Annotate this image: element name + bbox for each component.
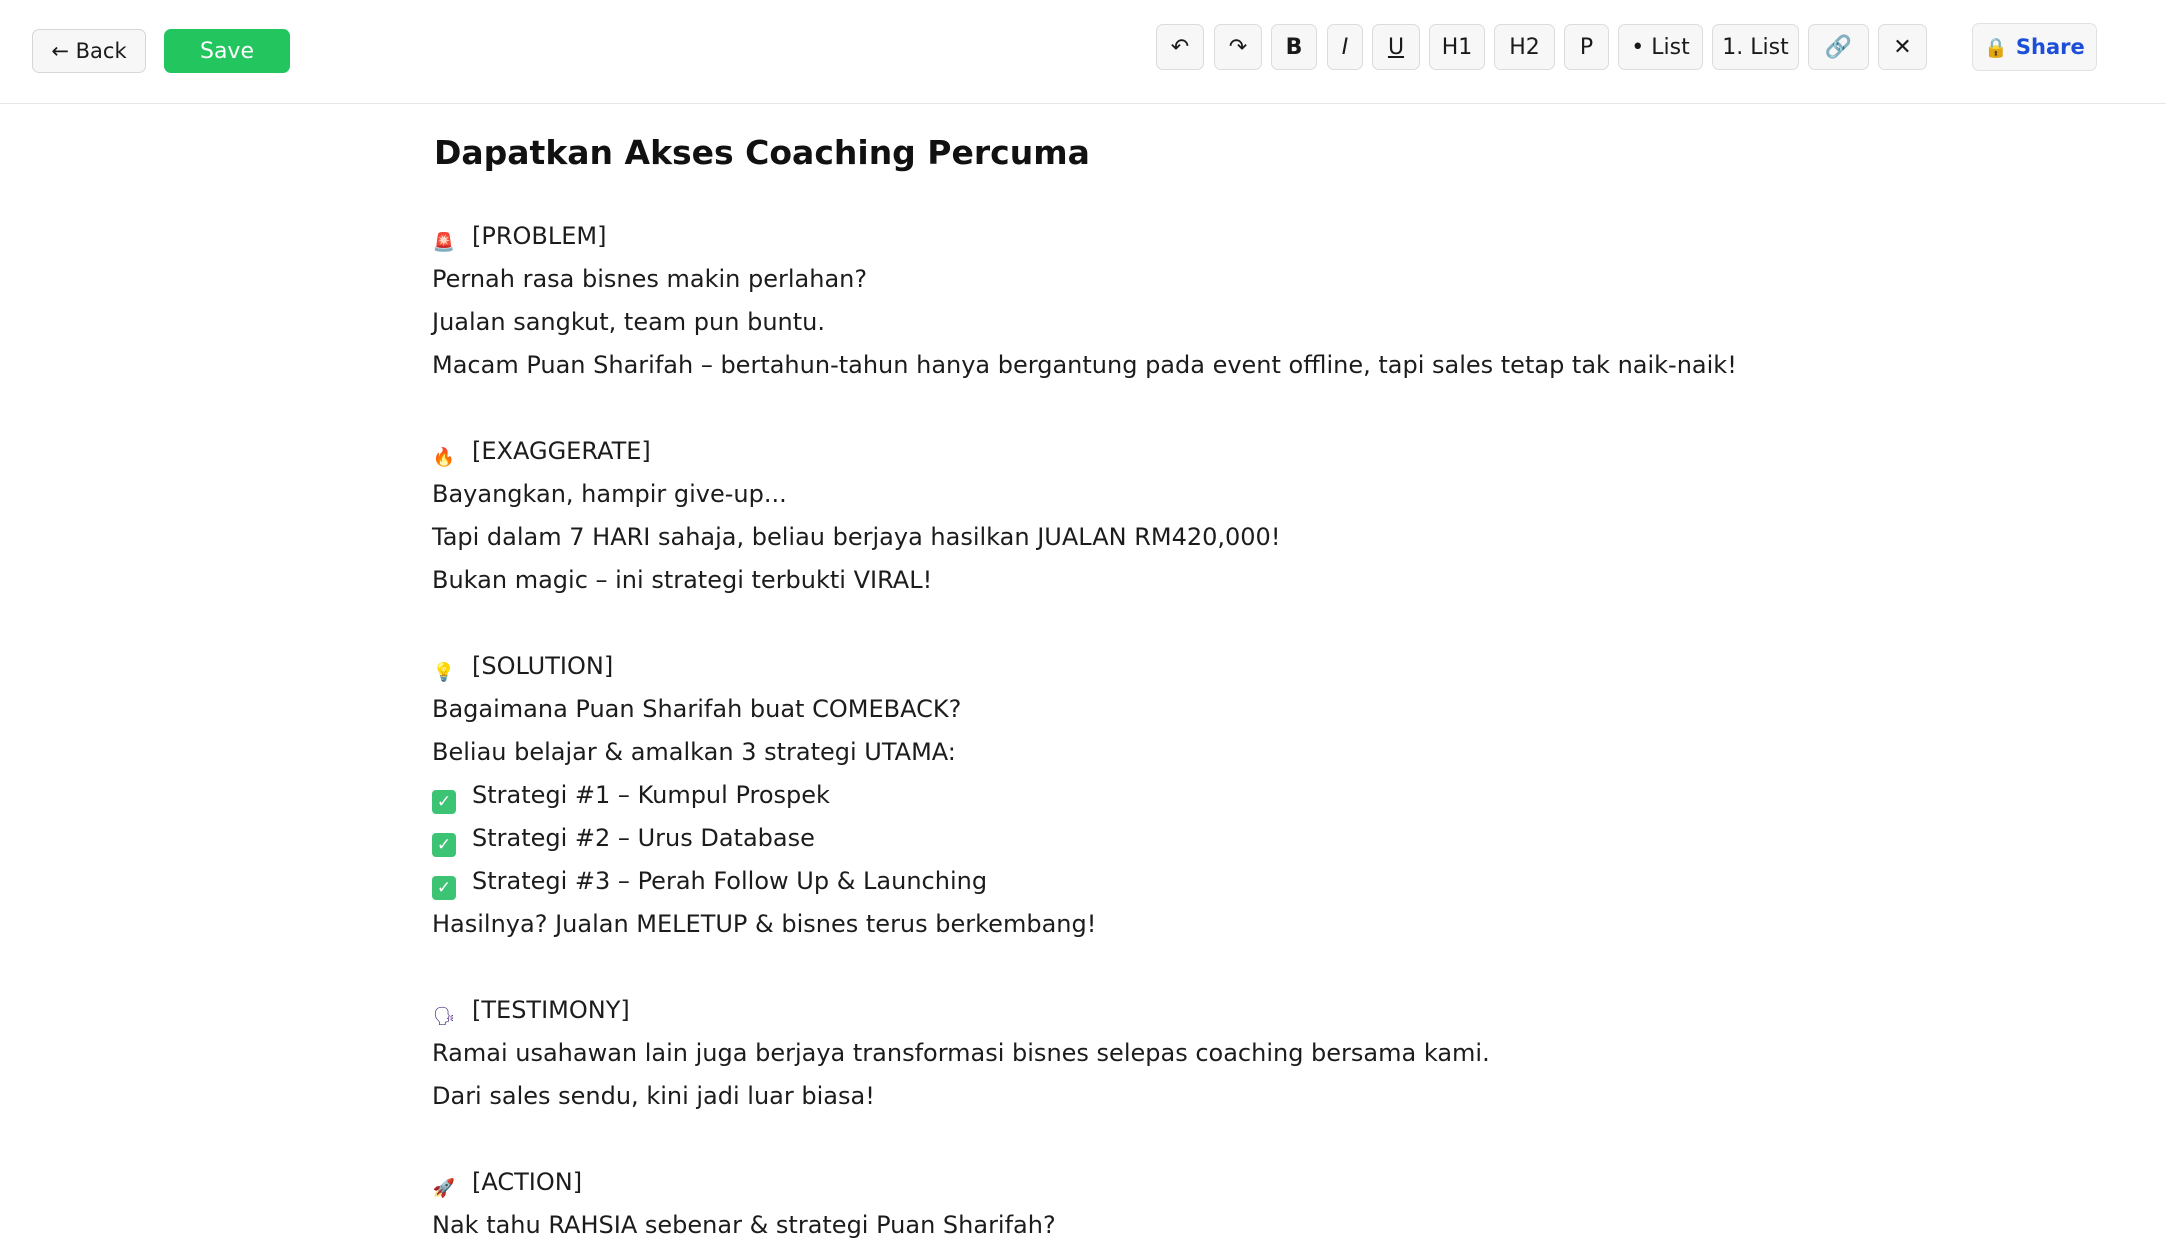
rocket-icon: 🚀 (432, 1178, 456, 1199)
speaking-head-icon: 🗣 (432, 1006, 456, 1027)
section-heading-label: [ACTION] (472, 1168, 583, 1196)
close-icon[interactable]: ✕ (1878, 24, 1927, 70)
lightbulb-icon: 💡 (432, 662, 456, 683)
check-mark-icon: ✓ (432, 790, 456, 814)
paragraph-line: Ramai usahawan lain juga berjaya transformasi bisnes selepas coaching bersama kami. (432, 1039, 1490, 1067)
redo-button[interactable]: ↷ (1214, 24, 1262, 70)
check-mark-icon: ✓ (432, 876, 456, 900)
section-heading-label: [TESTIMONY] (472, 996, 630, 1024)
checklist-item-label: Strategi #2 – Urus Database (472, 824, 815, 852)
checklist-item (432, 817, 815, 860)
paragraph-line: Pernah rasa bisnes makin perlahan? (432, 265, 868, 293)
link-icon[interactable]: 🔗 (1808, 24, 1869, 70)
underline-button[interactable]: U (1372, 24, 1420, 70)
undo-button[interactable]: ↶ (1156, 24, 1204, 70)
check-mark-icon: ✓ (432, 833, 456, 857)
back-button[interactable]: ← Back (32, 29, 146, 73)
heading2-button[interactable]: H2 (1494, 24, 1555, 70)
top-toolbar (0, 0, 2166, 104)
siren-icon: 🚨 (432, 232, 456, 253)
section-heading-testimony (432, 989, 630, 1032)
paragraph-line: Dari sales sendu, kini jadi luar biasa! (432, 1082, 875, 1110)
section-heading-label: [SOLUTION] (472, 652, 614, 680)
share-button[interactable] (1972, 23, 2097, 71)
paragraph-line: Bagaimana Puan Sharifah buat COMEBACK? (432, 695, 962, 723)
checklist-item-label: Strategi #1 – Kumpul Prospek (472, 781, 830, 809)
section-heading-label: [PROBLEM] (472, 222, 607, 250)
paragraph-line: Jualan sangkut, team pun buntu. (432, 308, 825, 336)
lock-icon: 🔒 (1984, 36, 2008, 59)
paragraph-button[interactable]: P (1564, 24, 1609, 70)
save-button[interactable]: Save (164, 29, 290, 73)
numbered-list-button[interactable]: 1. List (1712, 24, 1799, 70)
section-heading-problem (432, 215, 606, 258)
section-heading-solution (432, 645, 613, 688)
bullet-list-button[interactable]: • List (1618, 24, 1703, 70)
heading1-button[interactable]: H1 (1429, 24, 1485, 70)
paragraph-line: Nak tahu RAHSIA sebenar & strategi Puan Sharifah? (432, 1211, 1056, 1239)
bold-button[interactable]: B (1271, 24, 1317, 70)
paragraph-line: Macam Puan Sharifah – bertahun-tahun hanya bergantung pada event offline, tapi sales tetap tak naik-naik! (432, 351, 1737, 379)
checklist-item (432, 860, 987, 903)
share-label: Share (2015, 35, 2085, 59)
paragraph-line: Bukan magic – ini strategi terbukti VIRAL! (432, 566, 933, 594)
paragraph-line: Beliau belajar & amalkan 3 strategi UTAMA: (432, 738, 956, 766)
checklist-item-label: Strategi #3 – Perah Follow Up & Launching (472, 867, 988, 895)
checklist-item (432, 774, 830, 817)
section-heading-label: [EXAGGERATE] (472, 437, 651, 465)
document-title[interactable]: Dapatkan Akses Coaching Percuma (434, 133, 1090, 172)
fire-icon: 🔥 (432, 447, 456, 468)
paragraph-line: Bayangkan, hampir give-up... (432, 480, 787, 508)
section-heading-action (432, 1161, 582, 1204)
section-heading-exaggerate (432, 430, 651, 473)
paragraph-line: Hasilnya? Jualan MELETUP & bisnes terus berkembang! (432, 910, 1097, 938)
paragraph-line: Tapi dalam 7 HARI sahaja, beliau berjaya hasilkan JUALAN RM420,000! (432, 523, 1281, 551)
italic-button[interactable]: I (1327, 24, 1363, 70)
